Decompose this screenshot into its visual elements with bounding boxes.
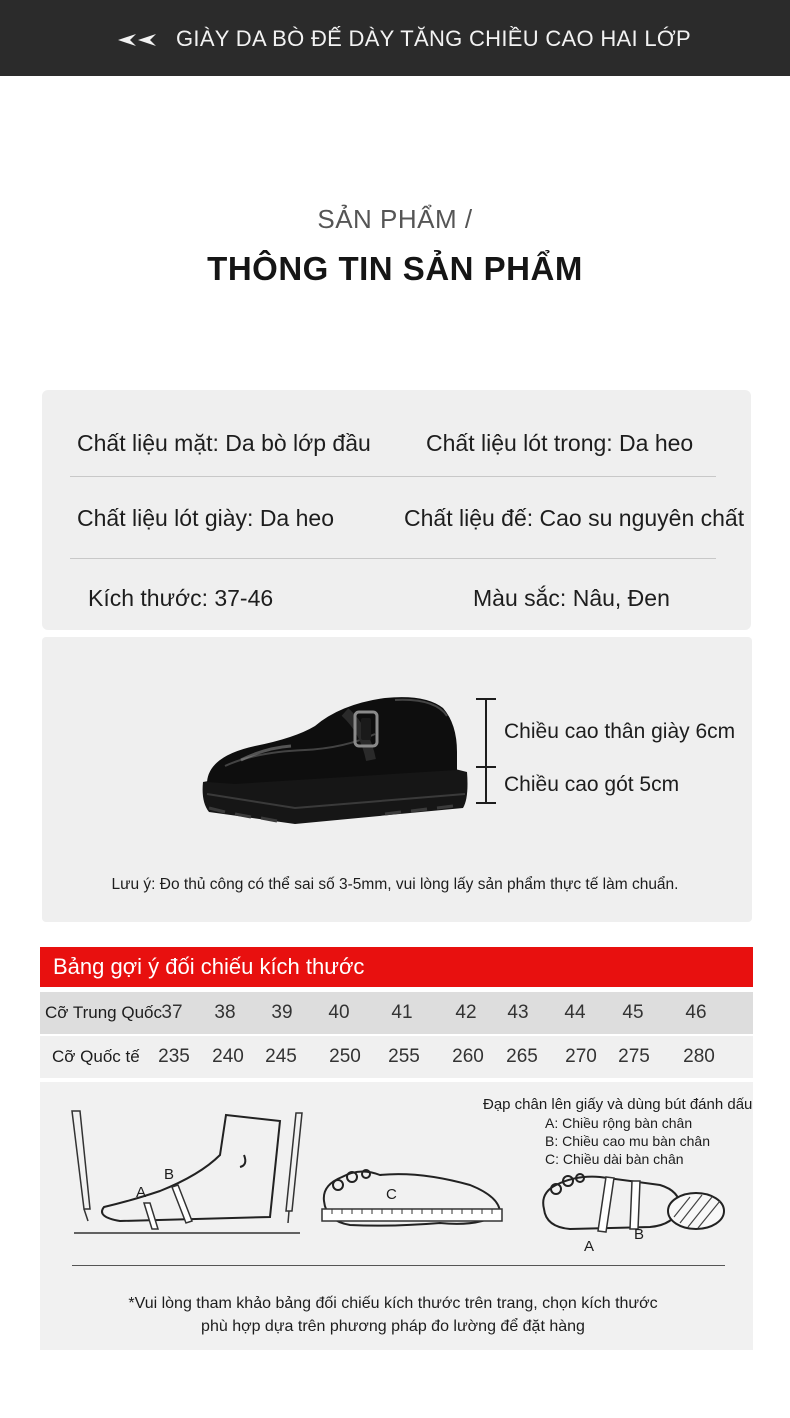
label-a: A [584,1238,595,1255]
size-cell: 45 [622,1002,644,1023]
spec-upper-material: Chất liệu mặt: Da bò lớp đầu [77,430,371,456]
size-cell: 240 [212,1046,244,1067]
size-cell: 41 [391,1002,413,1023]
size-table-title: Bảng gợi ý đối chiếu kích thước [53,954,365,979]
spec-divider [70,476,716,477]
spec-inner-lining: Chất liệu lót trong: Da heo [426,430,694,456]
size-row-int [40,1036,753,1078]
measuring-tape-icon [144,1185,192,1229]
size-cell: 270 [565,1046,597,1067]
ruler-icon [322,1209,502,1221]
size-cell: 44 [564,1002,586,1023]
size-cell: 43 [507,1002,529,1023]
size-cell: 46 [685,1002,707,1023]
size-cell: 250 [329,1046,361,1067]
size-cell: 37 [161,1002,183,1023]
section-heading: THÔNG TIN SẢN PHẨM [207,250,583,287]
measurement-note: Lưu ý: Đo thủ công có thể sai số 3-5mm, vui lòng lấy sản phẩm thực tế làm chuẩn. [111,876,679,893]
size-cell: 255 [388,1046,420,1067]
size-cell: 260 [452,1046,484,1067]
size-cell: 39 [271,1002,293,1023]
measure-legend-c: C: Chiều dài bàn chân [545,1151,684,1167]
spec-insole: Chất liệu lót giày: Da heo [77,505,334,531]
size-cell: 275 [618,1046,650,1067]
size-row-label: Cỡ Quốc tế [52,1047,140,1066]
measure-legend-a: A: Chiều rộng bàn chân [545,1115,693,1131]
shaft-height-label: Chiều cao thân giày 6cm [504,720,736,743]
size-row-label: Cỡ Trung Quốc [45,1003,162,1022]
label-c: C [386,1186,397,1203]
foot-side-icon [102,1115,280,1221]
heel-print-icon [668,1193,724,1229]
footnote-line-1: *Vui lòng tham khảo bảng đối chiếu kích thước trên trang, chọn kích thước [128,1295,658,1312]
top-banner [0,0,790,76]
measure-legend-b: B: Chiều cao mu bàn chân [545,1133,710,1149]
height-dimension-icon [468,695,504,807]
spec-color: Màu sắc: Nâu, Đen [473,585,670,611]
size-cell: 235 [158,1046,190,1067]
section-kicker: SẢN PHẨM / [317,204,473,234]
size-cell: 280 [683,1046,715,1067]
label-a: A [136,1184,147,1201]
measuring-tape-icon [598,1177,640,1232]
size-cell: 40 [328,1002,350,1023]
measure-divider [72,1265,725,1266]
size-row-cn [40,992,753,1034]
size-table-header [40,947,753,987]
spec-sole: Chất liệu đế: Cao su nguyên chất [404,505,745,531]
label-b: B [634,1226,645,1243]
size-cell: 42 [455,1002,477,1023]
measure-instruction: Đạp chân lên giấy và dùng bút đánh dấu [483,1096,753,1113]
shoe-image [195,690,475,840]
foot-measurement-diagram [60,1105,740,1265]
size-cell: 38 [214,1002,236,1023]
heel-height-label: Chiều cao gót 5cm [504,773,680,796]
size-cell: 265 [506,1046,538,1067]
banner-title: GIÀY DA BÒ ĐẾ DÀY TĂNG CHIỀU CAO HAI LỚP [176,26,692,51]
label-b: B [164,1166,175,1183]
size-cell: 245 [265,1046,297,1067]
footnote-line-2: phù hợp dựa trên phương pháp đo lường để đặt hàng [201,1318,585,1335]
spec-divider [70,558,716,559]
double-left-arrow-icon [116,30,160,50]
spec-size: Kích thước: 37-46 [88,585,274,611]
